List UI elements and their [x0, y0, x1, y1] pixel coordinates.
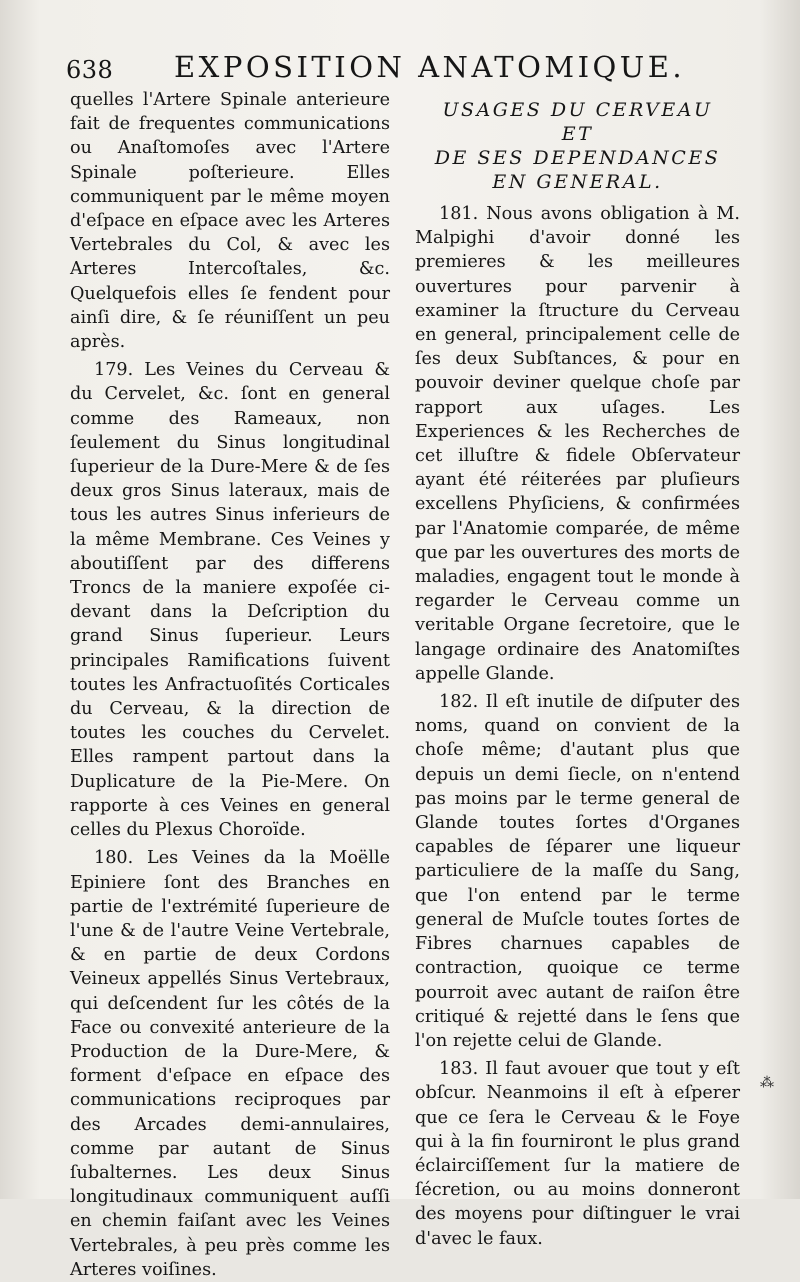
ornament-icon: ⁂ — [760, 1075, 774, 1091]
paragraph-179: 179. Les Veines du Cerveau & du Cervelet, &c. ſont en general comme des Rameaux, non ſeulement du Sinus longitudinal ſuperieur de la Dure-Mere & de ſes deux gros Sinus lateraux, mais de tous les autres Sinus inferieurs de la même Membrane. Ces Veines y aboutiſſent par des differens Troncs de la maniere expoſée ci-devant dans la Deſcription du grand Sinus ſuperieur. Leurs principales Ramifications ſuivent toutes les Anfractuoſités Corticales du Cerveau, & la direction de toutes les couches du Cervelet. Elles rampent partout dans la Duplicature de la Pie-Mere. On rapporte à ces Veines en general celles du Plexus Choroïde. — [70, 360, 390, 841]
heading-line: ET — [561, 123, 594, 145]
right-column — [415, 98, 740, 1251]
paragraph-183: 183. Il faut avouer que tout y eſt obſcur. Neanmoins il eſt à eſperer que ce ſera le Cerveau & le Foye qui à la fin fourniront le plus grand éclairciſſement ſur la matiere de ſécretion, ou au moins donneront des moyens pour diſtinguer le vrai d'avec le faux. — [415, 1059, 740, 1249]
heading-line: EN GENERAL. — [492, 171, 663, 193]
paragraph-182: 182. Il eſt inutile de diſputer des noms, quand on convient de la choſe même; d'autant plus que depuis un demi ſiecle, on n'entend pas moins par le terme general de Glande toutes ſortes d'Organes capables de ſéparer une liqueur particuliere de la maſſe du Sang, que l'on entend par le terme general de Muſcle toutes ſortes de Fibres charnues capables de contraction, quoique ce terme pourroit avec autant de raiſon être critiqué & rejetté dans le ſens que l'on rejette celui de Glande. — [415, 692, 740, 1051]
paragraph-180: 180. Les Veines da la Moëlle Epiniere ſont des Branches en partie de l'extrémité ſuperieure de l'une & de l'autre Veine Vertebrale, & en partie de deux Cordons Veineux appellés Sinus Vertebraux, qui deſcendent ſur les côtés de la Face ou convexité anterieure de la Production de la Dure-Mere, & forment d'eſpace en eſpace des communications reciproques par des Arcades demi-annulaires, comme par autant de Sinus ſubalternes. Les deux Sinus longitudinaux communiquent auſſi en chemin faiſant avec les Veines Vertebrales, à peu près comme les Arteres voiſines. — [70, 848, 390, 1280]
paragraph-continuation: quelles l'Artere Spinale anterieure fait de frequentes communications ou Anaſtomoſes avec l'Artere Spinale poſterieure. Elles communiquent par le même moyen d'eſpace en eſpace avec les Arteres Vertebrales du Col, & avec les Arteres Intercoſtales, &c. Quelquefois elles ſe fendent pour ainſi dire, & ſe réuniſſent un peu après. — [70, 90, 390, 353]
heading-line: DE SES DEPENDANCES — [434, 147, 721, 169]
page-number: 638 — [66, 56, 114, 84]
paragraph-181: 181. Nous avons obligation à M. Malpighi d'avoir donné les premieres & les meilleures ouvertures pour parvenir à examiner la ſtructure du Cerveau en general, principalement celle de ſes deux Subſtances, & pour en pouvoir deviner quelque choſe par rapport aux uſages. Les Experiences & les Recherches de cet illuſtre & fidele Obſervateur ayant été réiterées par pluſieurs excellens Phyſiciens, & confirmées par l'Anatomie comparée, de même que par les ouvertures des morts de maladies, engagent tout le monde à regarder le Cerveau comme un veritable Organe ſecretoire, que le langage ordinaire des Anatomiſtes appelle Glande. — [415, 204, 740, 684]
left-column — [70, 88, 390, 1282]
running-head: EXPOSITION ANATOMIQUE. — [174, 50, 686, 84]
page-header — [66, 50, 746, 86]
heading-line: USAGES DU CERVEAU — [442, 99, 713, 121]
section-heading — [415, 98, 740, 194]
